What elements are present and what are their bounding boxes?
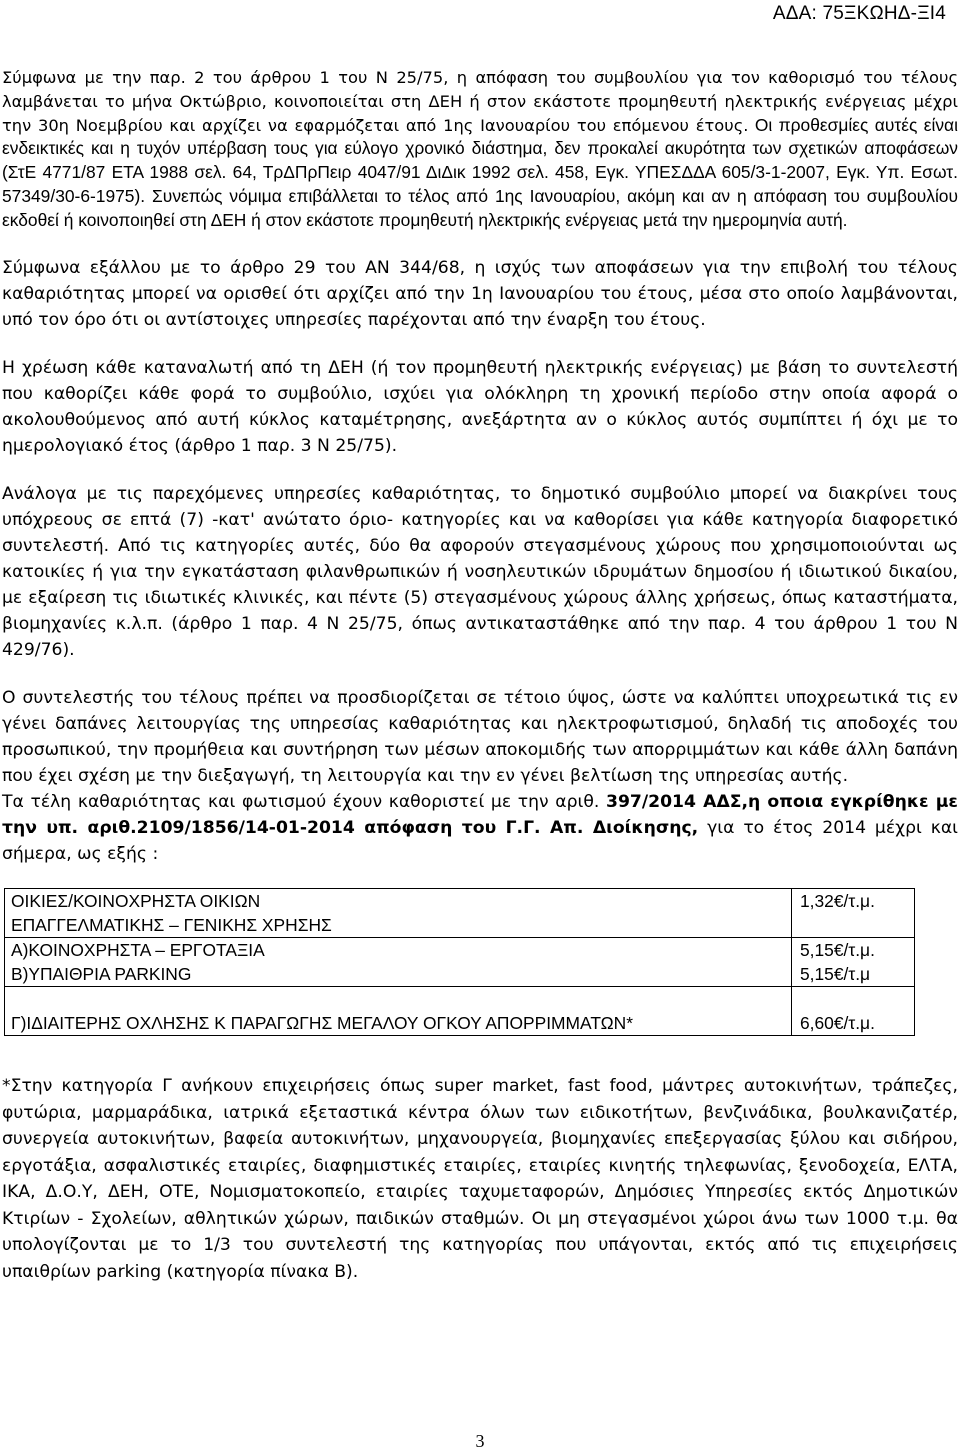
- ada-code: ΑΔΑ: 75ΞΚΩΗΔ-ΞΙ4: [772, 3, 946, 24]
- paragraph-fees-intro: [2, 789, 958, 867]
- category-cell: [5, 938, 792, 987]
- paragraph-deadlines-case-law: Οι προθεσμίες αυτές είναι ενδεικτικές και η τυχόν υπέρβαση τους για εύλογο χρονικό διάστημα, δεν προκαλεί ακυρότητα των σχετικών αποφάσεων (ΣτΕ 4771/87 ΕΤΑ 1988 σελ. 64, ΤρΔΠρΠειρ 4047/91 ΔιΔικ 1992 σελ. 458, Εγκ. ΥΠΕΣΔΔΑ 605/3-1-2007, Εγκ. Υπ. Εσωτ. 57349/30-6-1975).: [2, 114, 958, 206]
- rate-cell: [792, 987, 915, 1036]
- document-body: [2, 66, 958, 867]
- category-name: [11, 987, 791, 1011]
- rate-value: 1,32€/τ.μ.: [800, 891, 875, 911]
- rate-value: [800, 987, 914, 1011]
- rate-cell: [792, 889, 915, 938]
- rate-value: 5,15€/τ.μ: [800, 964, 871, 984]
- rate-value: [800, 913, 914, 937]
- paragraph-billing: Η χρέωση κάθε καταναλωτή από τη ΔΕΗ (ή τον προμηθευτή ηλεκτρικής ενέργειας) με βάση το συντελεστή που καθορίζει κάθε φορά το συμβούλιο, ισχύει για ολόκληρη τη χρονική περίοδο στην οποία αφορά ο ακολουθούμενος από αυτή κύκλος καταμέτρησης, ανεξάρτητα αν ο κύκλος αυτός συμπίπτει ή όχι με το ημερολογιακό έτος (άρθρο 1 παρ. 3 Ν 25/75).: [2, 357, 958, 456]
- category-cell: [5, 987, 792, 1036]
- page-number: 3: [475, 1431, 485, 1451]
- category-cell: [5, 889, 792, 938]
- rate-cell: [792, 938, 915, 987]
- paragraph-deadlines: [2, 66, 958, 233]
- table-row: [5, 889, 915, 938]
- table-row: [5, 938, 915, 987]
- category-name: Α)ΚΟΙΝΟΧΡΗΣΤΑ – ΕΡΓΟΤΑΞΙΑ: [11, 940, 265, 960]
- paragraph-validity: Σύμφωνα εξάλλου με το άρθρο 29 του ΑΝ 344/68, η ισχύς των αποφάσεων για την επιβολή του τέλους καθαριότητας μπορεί να ορισθεί ότι αρχίζει από την 1η Ιανουαρίου του έτους, μέσα στο οποίο λαμβάνονται, υπό τον όρο ότι οι αντίστοιχες υπηρεσίες παρέχονται από την έναρξη του έτους.: [2, 257, 958, 330]
- paragraph-deadlines-text: Σύμφωνα με την παρ. 2 του άρθρου 1 του Ν 25/75, η απόφαση του συμβουλίου για τον καθορισμό του τέλους λαμβάνεται το μήνα Οκτώβριο, κοινοποιείται στη ΔΕΗ ή στον εκάστοτε προμηθευτή ηλεκτρικής ενέργειας μέχρι την 30η Νοεμβρίου και αρχίζει να εφαρμόζεται από 1ης Ιανουαρίου του επόμενου έτους.: [2, 68, 958, 135]
- category-name: ΟΙΚΙΕΣ/ΚΟΙΝΟΧΡΗΣΤΑ ΟΙΚΙΩΝ: [11, 891, 261, 911]
- category-c-note: *Στην κατηγορία Γ ανήκουν επιχειρήσεις όπως super market, fast food, μάντρες αυτοκινήτων, τράπεζες, φυτώρια, μαρμαράδικα, ιατρικά εξεταστικά κέντρα όλων των ειδικοτήτων, βενζινάδικα, βουλκανιζατέρ, συνεργεία αυτοκινήτων, βαφεία αυτοκινήτων, μηχανουργεία, βιομηχανίες επεξεργασίας ξύλου και σιδήρου, εργοτάξια, ασφαλιστικές εταιρίες, διαφημιστικές εταιρίες, εταιρίες κινητής τηλεφωνίας, ξενοδοχεία, ΕΛΤΑ, ΙΚΑ, Δ.Ο.Υ, ΔΕΗ, ΟΤΕ, Νομισματοκοπείο, εταιρίες ταχυμεταφορών, Δημόσιες Υπηρεσίες εκτός Δημοτικών Κτιρίων - Σχολείων, αθλητικών χώρων, παιδικών σταθμών. Οι μη στεγασμένοι χώροι άνω των 1000 τ.μ. θα υπολογίζονται με το 1/3 του συντελεστή της κατηγορίας που υπάγονται, εκτός από τις επιχειρήσεις υπαιθρίων parking (κατηγορία πίνακα Β).: [2, 1076, 958, 1282]
- table-row: [5, 987, 915, 1036]
- category-name: ΕΠΑΓΓΕΛΜΑΤΙΚΗΣ – ΓΕΝΙΚΗΣ ΧΡΗΣΗΣ: [11, 915, 332, 935]
- paragraph-coefficient: Ο συντελεστής του τέλους πρέπει να προσδιορίζεται σε τέτοιο ύψος, ώστε να καλύπτει υποχρεωτικά τις εν γένει δαπάνες λειτουργίας της υπηρεσίας καθαριότητας και ηλεκτροφωτισμού, δηλαδή τις αποδοχές του προσωπικού, την προμήθεια και συντήρηση των μέσων αποκομιδής των απορριμμάτων και κάθε άλλη δαπάνη που έχει σχέση με την διεξαγωγή, τη λειτουργία και την εν γένει βελτίωση της υπηρεσίας αυτής.: [2, 687, 958, 786]
- rate-value: 5,15€/τ.μ.: [800, 940, 875, 960]
- category-name: Γ)ΙΔΙΑΙΤΕΡΗΣ ΟΧΛΗΣΗΣ Κ ΠΑΡΑΓΩΓΗΣ ΜΕΓΑΛΟΥ ΟΓΚΟΥ ΑΠΟΡΡΙΜΜΑΤΩΝ*: [11, 1013, 633, 1033]
- fees-decision-reference: 397/2014 ΑΔΣ,η οποια εγκρίθηκε με την υπ. αριθ.2109/1856/14-01-2014 απόφαση του Γ.Γ. Απ. Διοίκησης,: [2, 791, 959, 838]
- fees-table: [4, 888, 915, 1036]
- fees-intro-period: για το έτος 2014 μέχρι και σήμερα, ως εξής :: [2, 817, 958, 864]
- paragraph-categories: Ανάλογα με τις παρεχόμενες υπηρεσίες καθαριότητας, το δημοτικό συμβούλιο μπορεί να διακρίνει τους υπόχρεους σε επτά (7) -κατ' ανώτατο όριο- κατηγορίες και να καθορίσει για κάθε κατηγορία διαφορετικό συντελεστή. Από τις κατηγορίες αυτές, δύο θα αφορούν στεγασμένους χώρους που χρησιμοποιούνται ως κατοικίες ή για την εγκατάσταση φιλανθρωπικών ή νοσηλευτικών ιδρυμάτων δημοσίου ή ιδιωτικού δικαίου, με εξαίρεση τις ιδιωτικές κλινικές, και πέντε (5) στεγασμένους χώρους άλλης χρήσεως, όπως καταστήματα, βιομηχανίες κ.λ.π. (άρθρο 1 παρ. 4 Ν 25/75, όπως αντικαταστάθηκε από την παρ. 4 του άρθρου 1 του Ν 429/76).: [2, 483, 958, 660]
- category-name: Β)ΥΠΑΙΘΡΙΑ PARKING: [11, 964, 192, 984]
- fees-intro-text: Τα τέλη καθαριότητας και φωτισμού έχουν καθοριστεί με την αριθ.: [2, 791, 606, 812]
- paragraph-deadlines-conclusion: Συνεπώς νόμιμα επιβάλλεται το τέλος από 1ης Ιανουαρίου, ακόμη και αν η απόφαση του συμβουλίου εκδοθεί ή κοινοποιηθεί στη ΔΕΗ ή στον εκάστοτε προμηθευτή ηλεκτρικής ενέργειας μετά την ημερομηνία αυτή.: [2, 185, 958, 230]
- rate-value: 6,60€/τ.μ.: [800, 1013, 875, 1033]
